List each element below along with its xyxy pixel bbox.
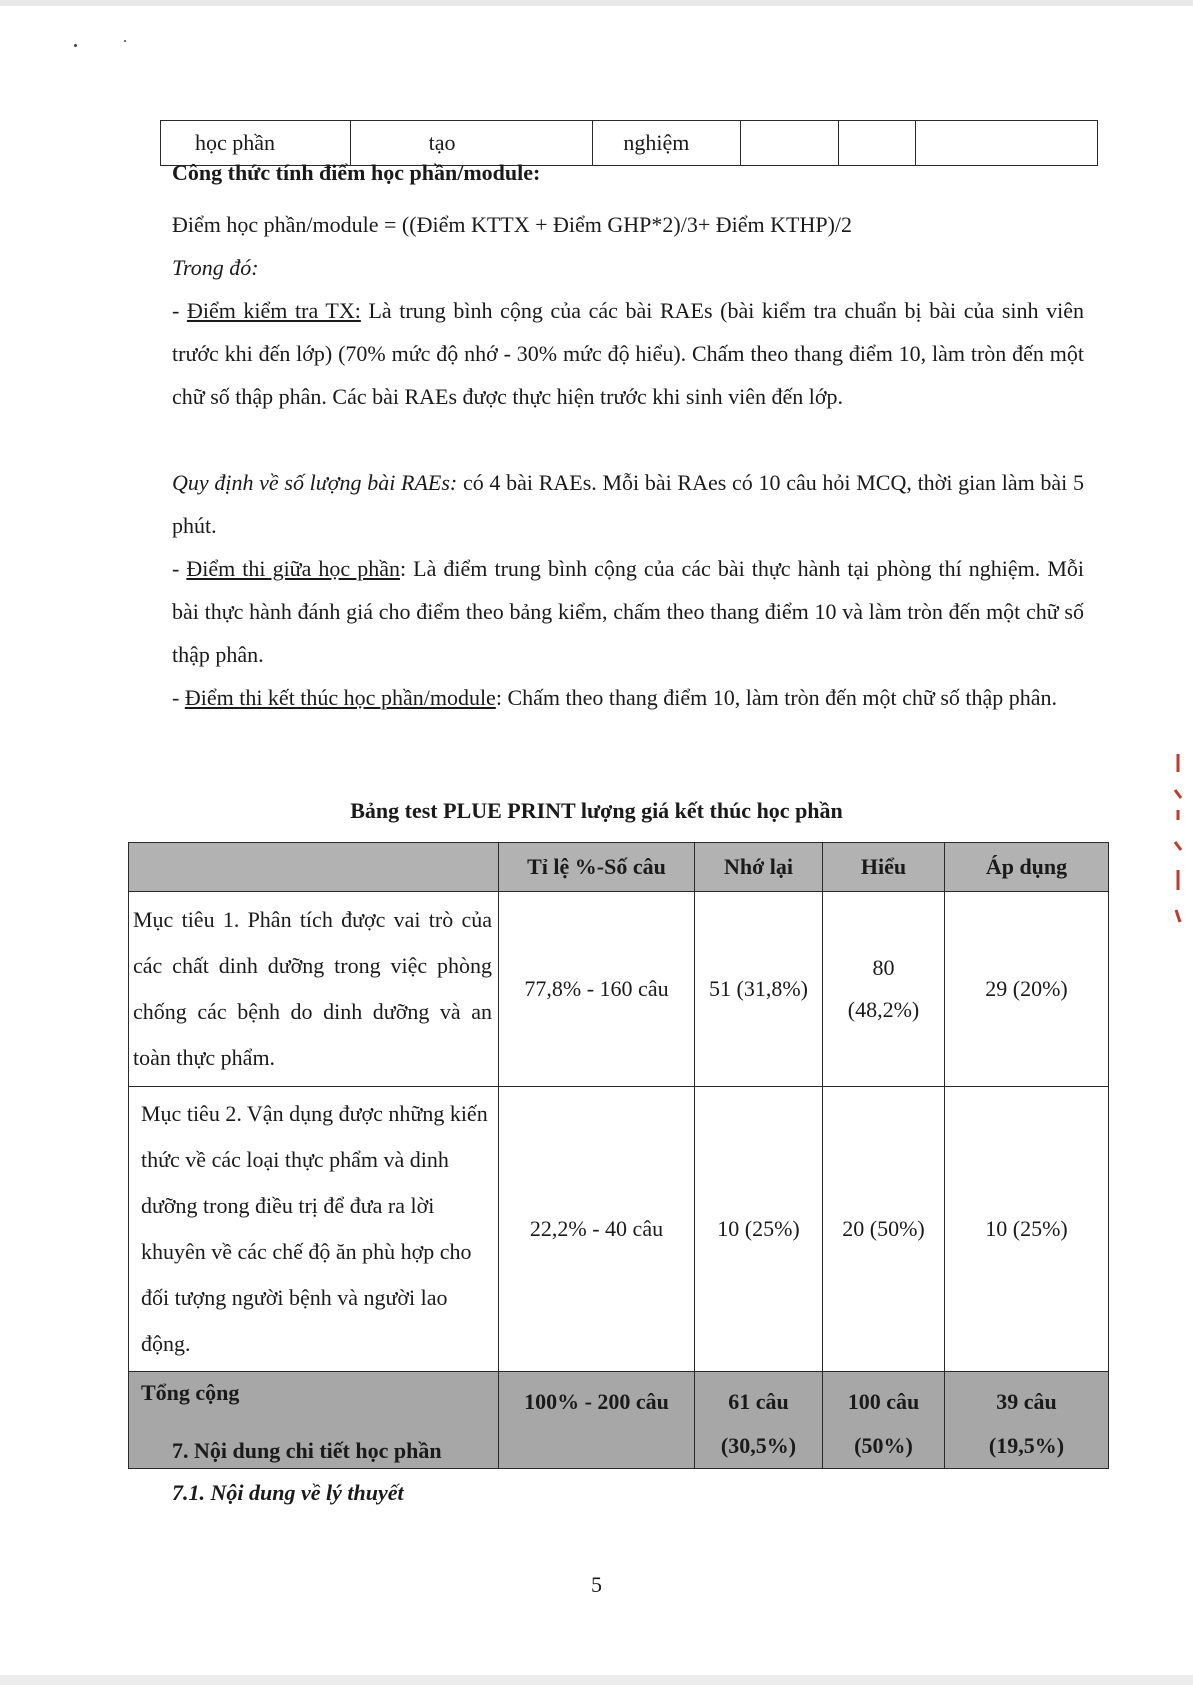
fragment-cell: nghiệm (593, 121, 741, 166)
table-caption: Bảng test PLUE PRINT lượng giá kết thúc học phần (350, 798, 843, 823)
apply-cell: 29 (20%) (945, 892, 1109, 1087)
table-row (129, 892, 1109, 1087)
total-apply (945, 1372, 1109, 1469)
formula-text: Điểm học phần/module = ((Điểm KTTX + Điểm GHP*2)/3+ Điểm KTHP)/2 (172, 212, 853, 237)
kthp-label: Điểm thi kết thúc học phần/module (184, 685, 496, 710)
tx-dash: - (172, 298, 187, 323)
tx-text: Là trung bình cộng của các bài RAEs (bài kiểm tra chuẩn bị bài của sinh viên trước khi đến lớp) (70% mức độ nhớ - 30% mức độ hiểu). Chấm theo thang điểm 10, làm tròn đến một chữ số thập phân. Các bài RAEs được thực hiện trước khi sinh viên đến lớp. (172, 298, 1084, 409)
ghp-paragraph (172, 547, 1084, 676)
scan-speck (74, 44, 77, 47)
ghp-dash: - (172, 556, 187, 581)
page-number: 5 (591, 1572, 602, 1597)
goal-cell: Mục tiêu 1. Phân tích được vai trò của các chất dinh dưỡng trong việc phòng chống các bệnh do dinh dưỡng và an toàn thực phẩm. (129, 892, 499, 1087)
section-7-heading: 7. Nội dung chi tiết học phần (172, 1438, 442, 1463)
understand-percent: (48,2%) (847, 997, 920, 1022)
header-cell: Hiểu (823, 843, 945, 892)
ghp-label: Điểm thi giữa học phần (186, 556, 401, 581)
fragment-cell: học phần (161, 121, 351, 166)
total-ratio: 100% - 200 câu (499, 1372, 695, 1469)
kthp-text: : Chấm theo thang điểm 10, làm tròn đến một chữ số thập phân. (495, 685, 1058, 710)
scan-border-bottom (0, 1675, 1193, 1685)
total-recall-count: 61 câu (728, 1389, 789, 1414)
apply-cell: 10 (25%) (945, 1087, 1109, 1372)
total-apply-percent: (19,5%) (988, 1433, 1065, 1458)
total-understand-percent: (50%) (854, 1433, 913, 1458)
recall-cell: 51 (31,8%) (695, 892, 823, 1087)
ratio-cell: 22,2% - 40 câu (499, 1087, 695, 1372)
table-header-row (129, 843, 1109, 892)
header-cell: Áp dụng (945, 843, 1109, 892)
raes-text: có 4 bài RAEs. Mỗi bài RAes có 10 câu hỏi MCQ, thời gian làm bài 5 phút. (172, 470, 1084, 538)
header-cell (129, 843, 499, 892)
ghp-text: : Là điểm trung bình cộng của các bài thực hành tại phòng thí nghiệm. Mỗi bài thực hành đánh giá cho điểm theo bảng kiểm, chấm theo thang điểm 10 và làm tròn đến một chữ số thập phân. (172, 556, 1085, 667)
kthp-dash: - (172, 685, 185, 710)
understand-count: 80 (872, 955, 895, 980)
scan-edge-mark (1172, 750, 1184, 930)
tx-paragraph (172, 289, 1084, 418)
scan-speck (124, 40, 126, 42)
understand-cell (823, 892, 945, 1087)
goal-cell: Mục tiêu 2. Vận dụng được những kiến thức về các loại thực phẩm và dinh dưỡng trong điều trị để đưa ra lời khuyên về các chế độ ăn phù hợp cho đối tượng người bệnh và người lao động. (129, 1087, 499, 1372)
total-recall (695, 1372, 823, 1469)
header-cell: Tỉ lệ %-Số câu (499, 843, 695, 892)
recall-cell: 10 (25%) (695, 1087, 823, 1372)
total-understand (823, 1372, 945, 1469)
total-recall-percent: (30,5%) (720, 1433, 797, 1458)
where-label: Trong đó: (172, 255, 259, 280)
header-cell: Nhớ lại (695, 843, 823, 892)
understand-cell: 20 (50%) (823, 1087, 945, 1372)
fragment-cell (839, 121, 916, 166)
formula-heading: Công thức tính điểm học phần/module: (172, 160, 541, 185)
total-label: Tổng cộng (129, 1372, 499, 1469)
tx-label: Điểm kiểm tra TX: (186, 298, 361, 323)
section-7-1-heading: 7.1. Nội dung về lý thuyết (172, 1480, 404, 1505)
scan-border-top (0, 0, 1193, 6)
table-row (129, 1087, 1109, 1372)
fragment-cell: tạo (350, 121, 593, 166)
raes-paragraph (172, 461, 1084, 547)
total-understand-count: 100 câu (847, 1389, 920, 1414)
blueprint-table (128, 842, 1109, 1469)
total-apply-count: 39 câu (996, 1389, 1057, 1414)
fragment-cell (740, 121, 838, 166)
fragment-cell (916, 121, 1098, 166)
raes-label: Quy định về số lượng bài RAEs: (172, 470, 458, 495)
ratio-cell: 77,8% - 160 câu (499, 892, 695, 1087)
kthp-paragraph (172, 676, 1084, 719)
